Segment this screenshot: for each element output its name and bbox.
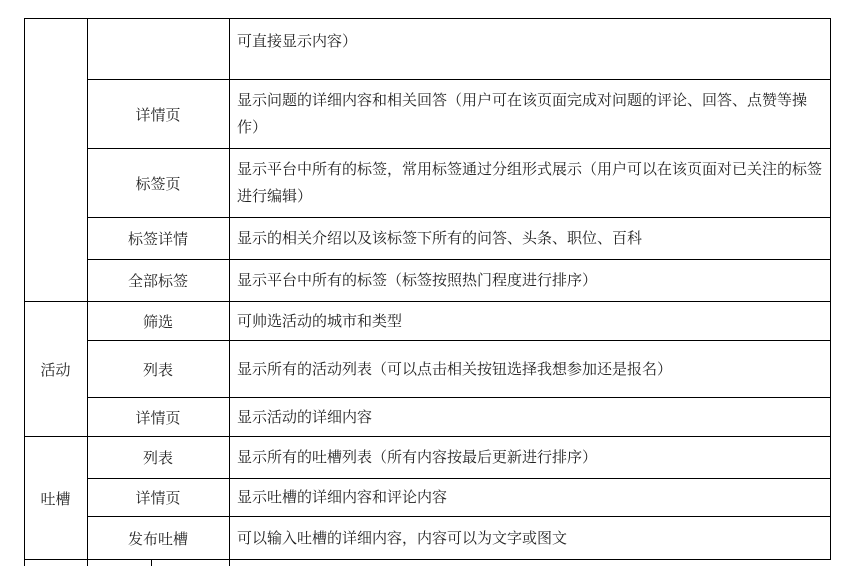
feature-label: 发布吐槽 [127, 529, 188, 548]
table-row-feature [87, 341, 229, 397]
feature-label: 标签详情 [127, 230, 188, 248]
feature-label: 详情页 [135, 105, 181, 124]
description-text: 可直接显示内容） [237, 31, 358, 50]
table-module-cell [24, 437, 87, 559]
description-text: 显示吐槽的详细内容和评论内容 [237, 488, 448, 506]
feature-label: 列表 [142, 360, 173, 379]
table-row-description [229, 437, 831, 478]
module-label: 吐槽 [40, 489, 71, 508]
table-row-description [229, 218, 831, 259]
table-row-feature [87, 80, 229, 148]
feature-label: 全部标签 [127, 272, 188, 290]
table-row-feature [87, 517, 229, 559]
table-row-description [229, 260, 831, 301]
table-row-feature [87, 479, 229, 516]
feature-label: 标签页 [135, 174, 181, 193]
description-text: 显示活动的详细内容 [237, 407, 373, 426]
feature-label: 筛选 [142, 312, 173, 331]
description-text: 显示平台中所有的标签（标签按照热门程度进行排序） [237, 271, 598, 289]
table-row-feature [87, 437, 229, 478]
description-text: 显示的相关介绍以及该标签下所有的问答、头条、职位、百科 [237, 229, 643, 247]
table-row-description [229, 149, 831, 217]
feature-label: 详情页 [135, 489, 181, 507]
table-row-description [229, 302, 831, 340]
description-text: 显示所有的吐槽列表（所有内容按最后更新进行排序） [237, 448, 598, 466]
feature-label: 详情页 [135, 408, 181, 427]
description-text: 可以输入吐槽的详细内容，内容可以为文字或图文 [237, 528, 568, 547]
table-row-description [229, 479, 831, 516]
table-row-description [229, 19, 831, 63]
table-row-feature [87, 218, 229, 259]
table-row-feature [87, 302, 229, 340]
module-label: 活动 [40, 360, 71, 379]
table-row-feature [87, 149, 229, 217]
table-row-description [229, 517, 831, 559]
table-row-description [229, 80, 831, 148]
description-text: 显示问题的详细内容和相关回答（用户可在该页面完成对问题的评论、回答、点赞等操作） [237, 91, 808, 136]
description-text: 显示平台中所有的标签，常用标签通过分组形式展示（用户可以在该页面对已关注的标签进行编辑） [237, 160, 823, 205]
description-text: 显示所有的活动列表（可以点击相关按钮选择我想参加还是报名） [237, 359, 673, 378]
table-row-feature [87, 398, 229, 436]
table-row-description [229, 341, 831, 397]
feature-label: 列表 [142, 449, 173, 467]
description-text: 可帅选活动的城市和类型 [237, 311, 403, 330]
table-module-cell [24, 302, 87, 436]
table-row-feature [87, 260, 229, 301]
table-row-description [229, 398, 831, 436]
